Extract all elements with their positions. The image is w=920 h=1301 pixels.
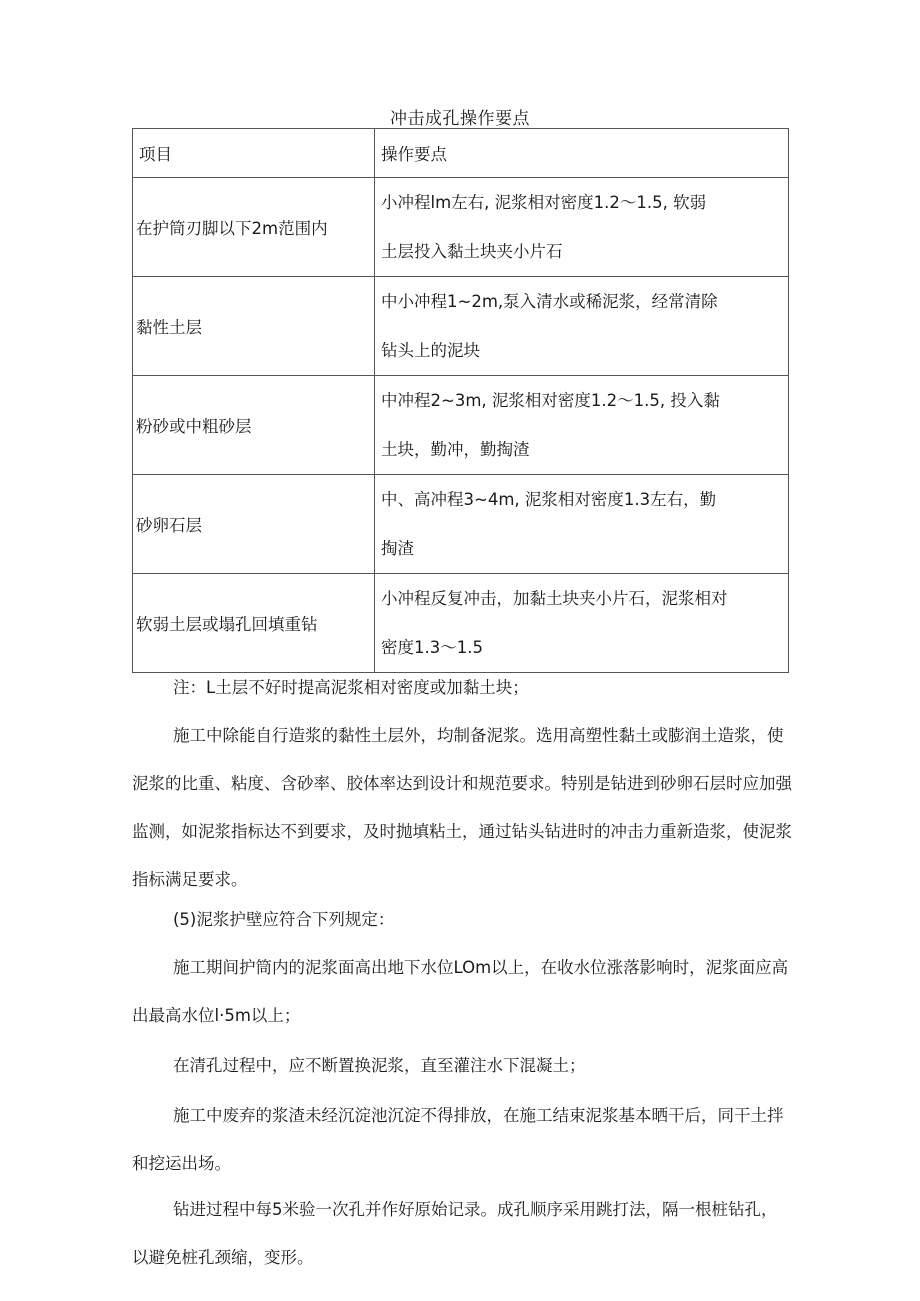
row-operation bbox=[375, 178, 789, 277]
paragraph-mud-preparation: 施工中除能自行造浆的黏性土层外，均制备泥浆。选用高塑性黏土或膨润土造浆，使泥浆的比重、粘度、含砂率、胶体率达到设计和规范要求。特别是钻进到砂卵石层时应加强监测，如泥浆指标达不到要求，及时抛填粘土，通过钻头钻进时的冲击力重新造浆，使泥浆指标满足要求。 bbox=[132, 726, 792, 889]
row-item: 砂卵石层 bbox=[133, 475, 375, 574]
row-operation bbox=[375, 574, 789, 673]
row-operation bbox=[375, 475, 789, 574]
op-line: 中冲程2~3m, 泥浆相对密度1.2～1.5, 投入黏 bbox=[381, 391, 720, 410]
paragraph-drilling-check: 钻进过程中每5米验一次孔并作好原始记录。成孔顺序采用跳打法，隔一根桩钻孔，以避免桩孔颈缩，变形。 bbox=[132, 1200, 778, 1267]
op-line: 土层投入黏土块夹小片石 bbox=[381, 242, 563, 261]
section-heading-mud-wall: (5)泥浆护壁应符合下列规定： bbox=[173, 910, 395, 929]
table-row bbox=[133, 178, 789, 277]
header-item: 项目 bbox=[133, 129, 375, 178]
table-header-row bbox=[133, 129, 789, 178]
table-row bbox=[133, 376, 789, 475]
table-note: 注：L土层不好时提高泥浆相对密度或加黏土块； bbox=[173, 678, 529, 697]
row-item: 黏性土层 bbox=[133, 277, 375, 376]
table-title: 冲击成孔操作要点 bbox=[390, 109, 530, 129]
row-item: 粉砂或中粗砂层 bbox=[133, 376, 375, 475]
op-line: 土块，勤冲，勤掏渣 bbox=[381, 440, 530, 459]
op-line: 中小冲程1~2m,泵入清水或稀泥浆，经常清除 bbox=[381, 292, 718, 311]
row-operation bbox=[375, 376, 789, 475]
paragraph-hole-cleaning: 在清孔过程中，应不断置换泥浆，直至灌注水下混凝土； bbox=[173, 1056, 586, 1075]
table-row bbox=[133, 277, 789, 376]
row-item: 在护筒刃脚以下2m范围内 bbox=[133, 178, 375, 277]
row-operation bbox=[375, 277, 789, 376]
op-line: 掏渣 bbox=[381, 539, 414, 558]
table-row bbox=[133, 574, 789, 673]
op-line: 密度1.3～1.5 bbox=[381, 638, 483, 657]
row-item: 软弱土层或塌孔回填重钻 bbox=[133, 574, 375, 673]
op-line: 小冲程lm左右, 泥浆相对密度1.2～1.5, 软弱 bbox=[381, 193, 707, 212]
table-row bbox=[133, 475, 789, 574]
op-line: 小冲程反复冲击，加黏土块夹小片石，泥浆相对 bbox=[381, 589, 728, 608]
operation-table bbox=[132, 128, 789, 673]
paragraph-mud-level: 施工期间护筒内的泥浆面高出地下水位LOm以上，在收水位涨落影响时，泥浆面应高出最高水位l·5m以上； bbox=[132, 958, 789, 1025]
op-line: 中、高冲程3~4m, 泥浆相对密度1.3左右，勤 bbox=[381, 490, 717, 509]
header-operation: 操作要点 bbox=[375, 129, 789, 178]
op-line: 钻头上的泥块 bbox=[381, 341, 480, 360]
paragraph-waste-disposal: 施工中废弃的浆渣未经沉淀池沉淀不得排放，在施工结束泥浆基本晒干后，同干土拌和挖运出场。 bbox=[132, 1106, 784, 1173]
